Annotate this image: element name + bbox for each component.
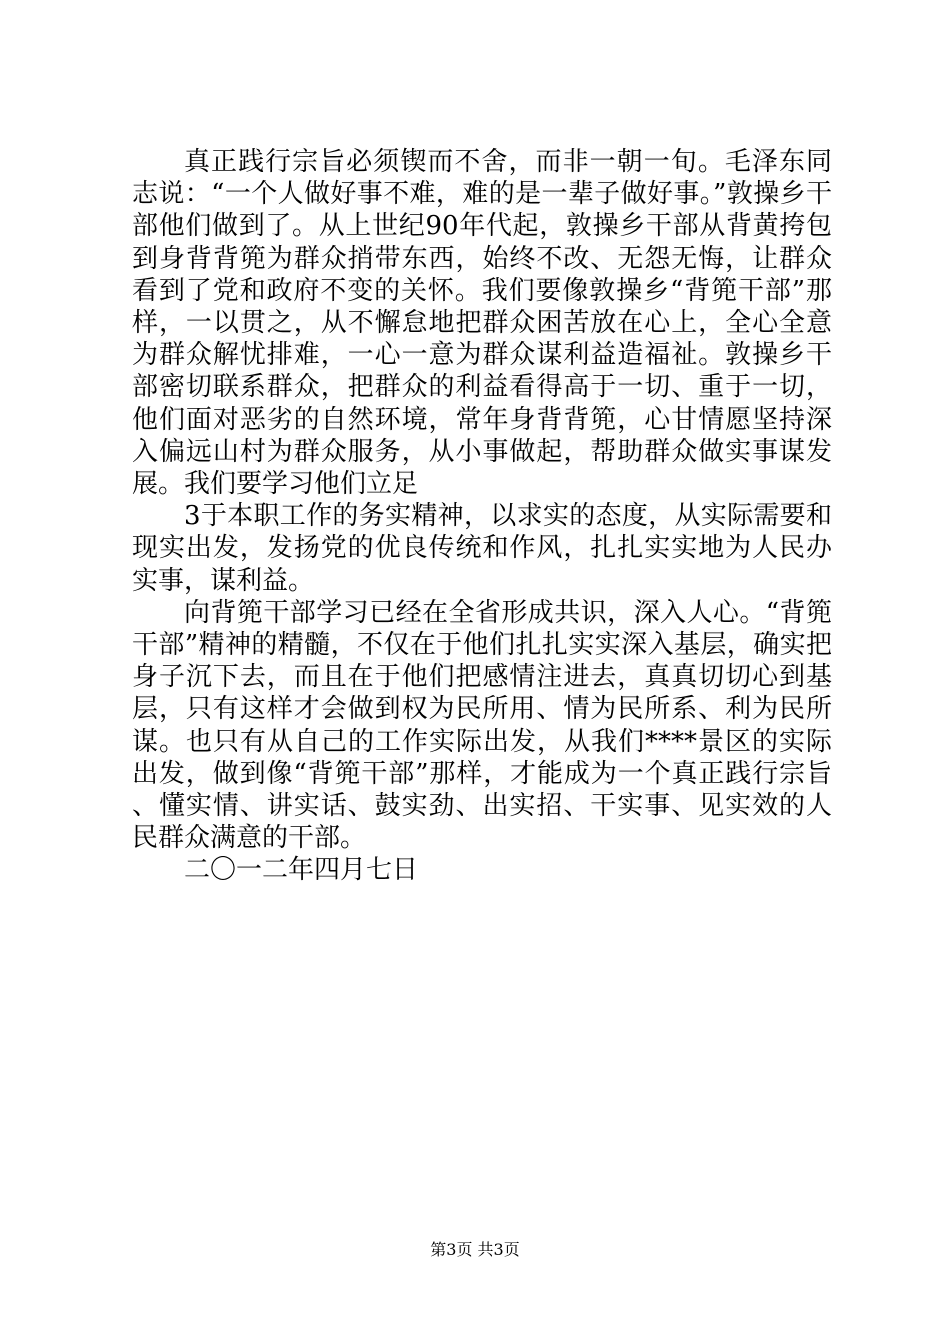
paragraph-2: 3于本职工作的务实精神，以求实的态度，从实际需要和现实出发，发扬党的优良传统和作风，扎扎实实地为人民办实事，谋利益。	[132, 501, 832, 596]
document-body	[132, 146, 832, 887]
paragraph-1: 真正践行宗旨必须锲而不舍，而非一朝一旬。毛泽东同志说：“一个人做好事不难，难的是一辈子做好事。”敦操乡干部他们做到了。从上世纪90年代起，敦操乡干部从背黄挎包到身背背篼为群众捎带东西，始终不改、无怨无悔，让群众看到了党和政府不变的关怀。我们要像敦操乡“背篼干部”那样，一以贯之，从不懈怠地把群众困苦放在心上，全心全意为群众解忧排难，一心一意为群众谋利益造福祉。敦操乡干部密切联系群众，把群众的利益看得高于一切、重于一切，他们面对恶劣的自然环境，常年身背背篼，心甘情愿坚持深入偏远山村为群众服务，从小事做起，帮助群众做实事谋发展。我们要学习他们立足	[132, 147, 832, 500]
paragraph-3: 向背篼干部学习已经在全省形成共识，深入人心。“背篼干部”精神的精髓，不仅在于他们扎扎实实深入基层，确实把身子沉下去，而且在于他们把感情注进去，真真切切心到基层，只有这样才会做到权为民所用、情为民所系、利为民所谋。也只有从自己的工作实际出发，从我们****景区的实际出发，做到像“背篼干部”那样，才能成为一个真正践行宗旨、懂实情、讲实话、鼓实劲、出实招、干实事、见实效的人民群众满意的干部。	[132, 597, 832, 854]
date-line: 二〇一二年四月七日	[184, 855, 419, 886]
page-footer: 第3页 共3页	[430, 1240, 520, 1259]
